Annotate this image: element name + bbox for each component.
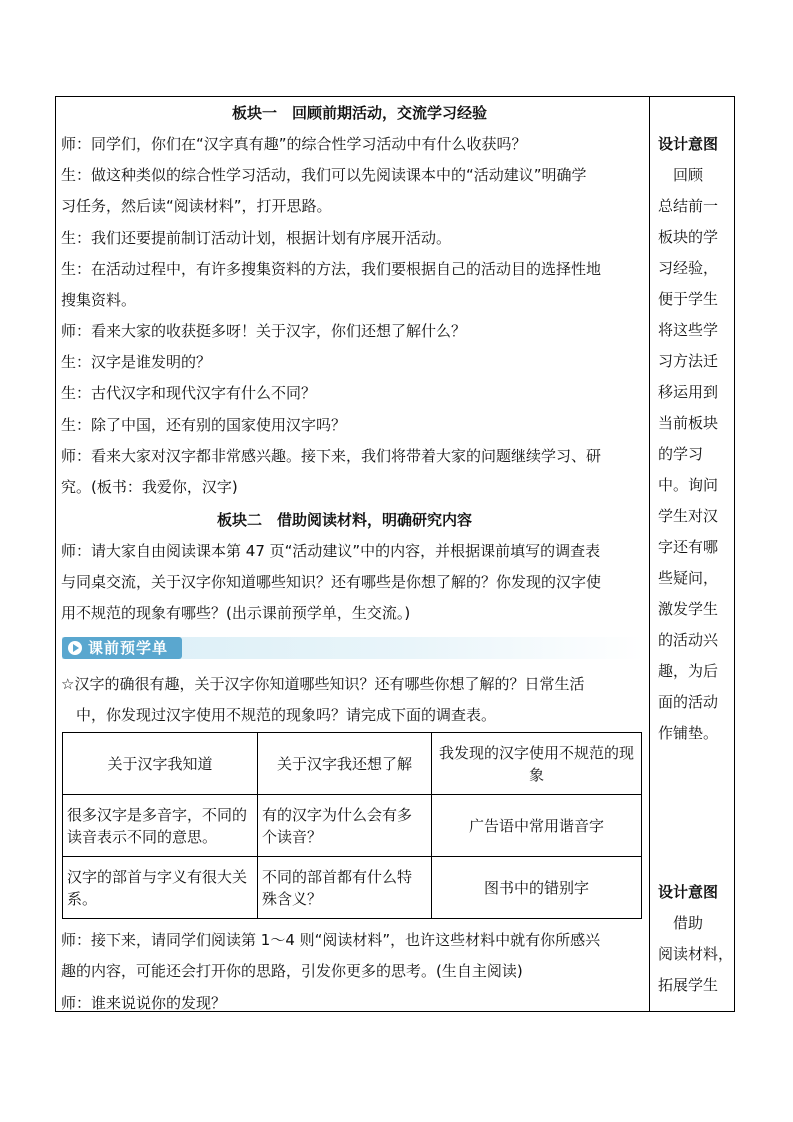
design-intent-line: 字还有哪 bbox=[658, 538, 719, 556]
section2-heading: 板块二 借助阅读材料，明确研究内容 bbox=[217, 511, 473, 529]
design-intent-line: 的活动兴 bbox=[658, 631, 719, 649]
dialogue-line: 生：汉字是谁发明的？ bbox=[61, 353, 212, 371]
preview-worksheet-banner bbox=[62, 637, 644, 659]
design-intent-line: 些疑问， bbox=[658, 569, 719, 587]
banner-tab bbox=[62, 637, 182, 659]
design-intent-line: 总结前一 bbox=[658, 197, 719, 215]
dialogue-line: 生：做这种类似的综合性学习活动，我们可以先阅读课本中的“活动建议”明确学 bbox=[61, 166, 587, 184]
design-intent-line: 拓展学生 bbox=[658, 976, 719, 994]
dialogue-line: 师：请大家自由阅读课本第 47 页“活动建议”中的内容，并根据课前填写的调查表 bbox=[61, 542, 601, 560]
table-header-cell: 我发现的汉字使用不规范的现象 bbox=[431, 733, 641, 795]
banner-label: 课前预学单 bbox=[88, 639, 169, 657]
survey-table bbox=[62, 732, 642, 919]
column-divider bbox=[649, 96, 650, 1012]
table-cell: 不同的部首都有什么特殊含义？ bbox=[258, 857, 432, 919]
dialogue-line: 用不规范的现象有哪些？(出示课前预学单，生交流。) bbox=[61, 604, 411, 622]
design-intent-line: 回顾 bbox=[658, 166, 704, 184]
design-intent-line: 习方法迁 bbox=[658, 352, 719, 370]
design-intent-line: 阅读材料， bbox=[658, 945, 734, 963]
dialogue-line: 师：看来大家的收获挺多呀！关于汉字，你们还想了解什么？ bbox=[61, 322, 467, 340]
table-header-cell: 关于汉字我还想了解 bbox=[258, 733, 432, 795]
design-intent-line: 板块的学 bbox=[658, 228, 719, 246]
dialogue-line: 生：除了中国，还有别的国家使用汉字吗？ bbox=[61, 416, 347, 434]
design-intent-title: 设计意图 bbox=[658, 135, 719, 153]
design-intent-line: 中。询问 bbox=[658, 476, 719, 494]
design-intent-line: 借助 bbox=[658, 914, 704, 932]
table-cell: 有的汉字为什么会有多个读音？ bbox=[258, 795, 432, 857]
table-row bbox=[63, 795, 642, 857]
task-line: 中，你发现过汉字使用不规范的现象吗？请完成下面的调查表。 bbox=[61, 706, 497, 724]
design-intent-line: 当前板块 bbox=[658, 414, 719, 432]
table-row bbox=[63, 857, 642, 919]
dialogue-line: 生：古代汉字和现代汉字有什么不同？ bbox=[61, 384, 317, 402]
design-intent-line: 便于学生 bbox=[658, 290, 719, 308]
dialogue-line: 师：接下来，请同学们阅读第 1～4 则“阅读材料”，也许这些材料中就有你所感兴 bbox=[61, 931, 601, 949]
table-header-cell: 关于汉字我知道 bbox=[63, 733, 258, 795]
design-intent-line: 移运用到 bbox=[658, 383, 719, 401]
table-cell: 汉字的部首与字义有很大关系。 bbox=[63, 857, 258, 919]
dialogue-line: 究。(板书：我爱你，汉字) bbox=[61, 478, 238, 496]
dialogue-line: 生：我们还要提前制订活动计划，根据计划有序展开活动。 bbox=[61, 229, 452, 247]
dialogue-line: 生：在活动过程中，有许多搜集资料的方法，我们要根据自己的活动目的选择性地 bbox=[61, 260, 602, 278]
table-cell: 图书中的错别字 bbox=[431, 857, 641, 919]
design-intent-line: 将这些学 bbox=[658, 321, 719, 339]
task-line: ☆汉字的确很有趣，关于汉字你知道哪些知识？还有哪些你想了解的？日常生活 bbox=[61, 675, 585, 693]
dialogue-line: 师：谁来说说你的发现？ bbox=[61, 994, 227, 1012]
dialogue-line: 习任务，然后读“阅读材料”，打开思路。 bbox=[61, 197, 332, 215]
design-intent-line: 激发学生 bbox=[658, 600, 719, 618]
design-intent-line: 作铺垫。 bbox=[658, 724, 719, 742]
play-circle-icon bbox=[68, 641, 82, 655]
design-intent-line: 习经验， bbox=[658, 259, 719, 277]
table-cell: 很多汉字是多音字，不同的读音表示不同的意思。 bbox=[63, 795, 258, 857]
design-intent-line: 的学习 bbox=[658, 445, 704, 463]
dialogue-line: 师：看来大家对汉字都非常感兴趣。接下来，我们将带着大家的问题继续学习、研 bbox=[61, 447, 602, 465]
design-intent-title: 设计意图 bbox=[658, 883, 719, 901]
design-intent-line: 学生对汉 bbox=[658, 507, 719, 525]
section1-heading: 板块一 回顾前期活动，交流学习经验 bbox=[232, 104, 488, 122]
dialogue-line: 趣的内容，可能还会打开你的思路，引发你更多的思考。(生自主阅读) bbox=[61, 962, 523, 980]
design-intent-line: 面的活动 bbox=[658, 693, 719, 711]
dialogue-line: 搜集资料。 bbox=[61, 291, 137, 309]
design-intent-line: 趣，为后 bbox=[658, 662, 719, 680]
table-cell: 广告语中常用谐音字 bbox=[431, 795, 641, 857]
table-header-row bbox=[63, 733, 642, 795]
dialogue-line: 与同桌交流，关于汉字你知道哪些知识？还有哪些是你想了解的？你发现的汉字使 bbox=[61, 573, 602, 591]
dialogue-line: 师：同学们，你们在“汉字真有趣”的综合性学习活动中有什么收获吗？ bbox=[61, 135, 527, 153]
